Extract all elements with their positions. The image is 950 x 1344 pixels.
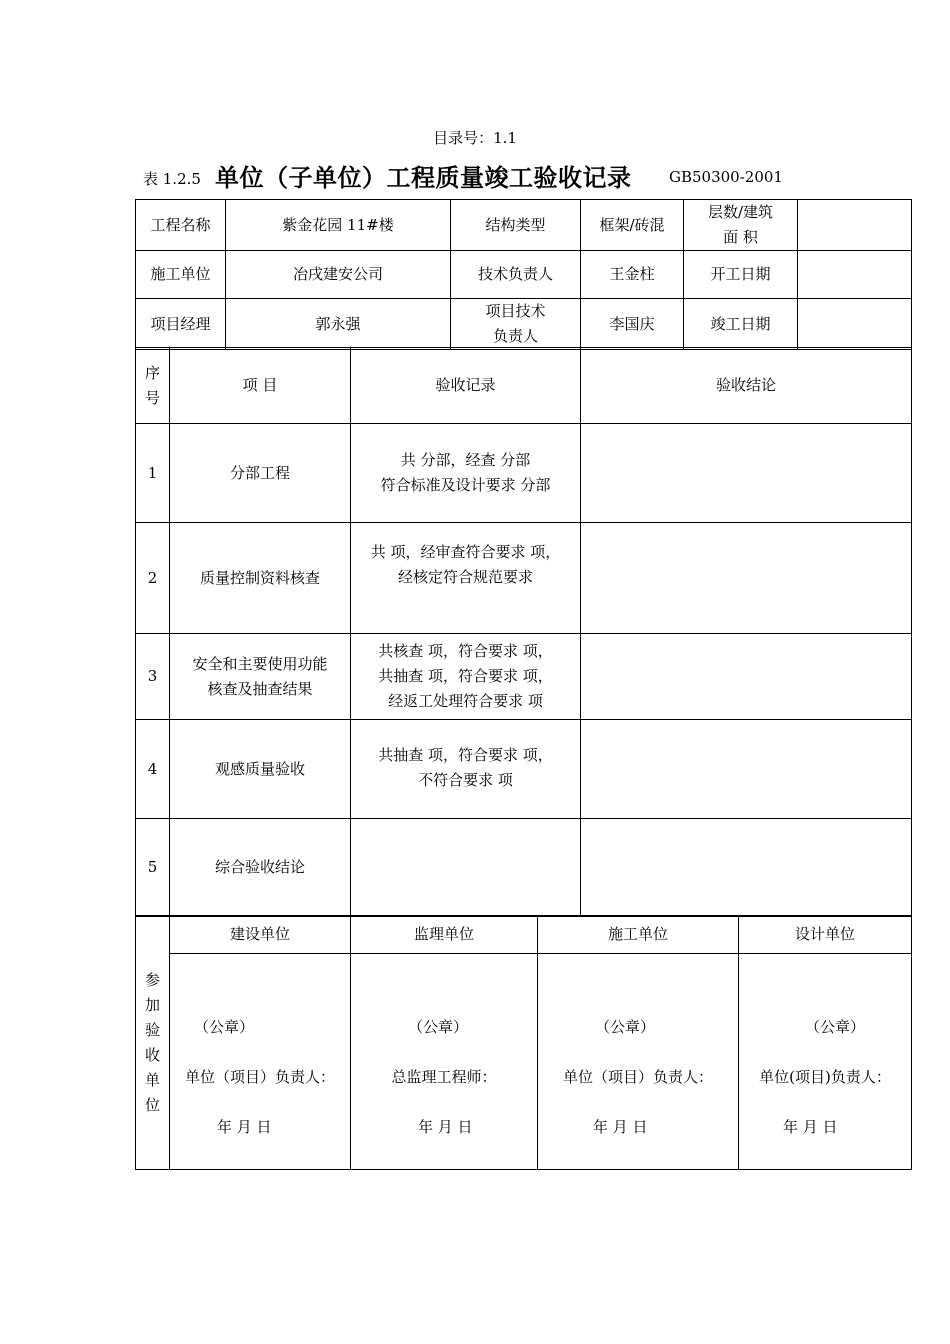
proj-tech-lead-value: 李国庆 — [581, 299, 684, 350]
floors-area-label: 层数/建筑 面 积 — [684, 200, 798, 251]
row-item: 分部工程 — [170, 424, 351, 523]
row-item: 观感质量验收 — [170, 720, 351, 819]
signer-label: 总监理工程师： — [391, 1067, 497, 1086]
seal-text: （公章） — [805, 1017, 866, 1036]
row-conclusion — [581, 523, 912, 634]
signer-label: 单位（项目）负责人： — [562, 1067, 713, 1086]
row-record: 共核查 项，符合要求 项， 共抽查 项，符合要求 项， 经返工处理符合要求 项 — [351, 634, 581, 720]
row-seq: 4 — [136, 720, 170, 819]
contractor-unit-header: 施工单位 — [538, 916, 739, 954]
end-date-label: 竣工日期 — [684, 299, 798, 350]
table-row — [136, 634, 912, 720]
page-title: 单位（子单位）工程质量竣工验收记录 — [215, 163, 632, 192]
row-seq: 3 — [136, 634, 170, 720]
pm-label: 项目经理 — [136, 299, 226, 350]
table-row — [136, 424, 912, 523]
row-conclusion — [581, 634, 912, 720]
date-label: 年 月 日 — [593, 1117, 648, 1136]
info-row-1 — [136, 200, 912, 251]
design-unit-header: 设计单位 — [739, 916, 912, 954]
acceptance-table — [135, 347, 912, 917]
participants-signatures — [136, 954, 912, 1170]
tech-lead-value: 王金柱 — [581, 251, 684, 299]
proj-tech-lead-label: 项目技术 负责人 — [451, 299, 581, 350]
start-date-label: 开工日期 — [684, 251, 798, 299]
pm-value: 郭永强 — [226, 299, 451, 350]
info-row-2 — [136, 251, 912, 299]
design-signature-block — [739, 954, 912, 1170]
row-conclusion — [581, 424, 912, 523]
item-header: 项 目 — [170, 348, 351, 424]
acceptance-header — [136, 348, 912, 424]
tech-lead-label: 技术负责人 — [451, 251, 581, 299]
record-header: 验收记录 — [351, 348, 581, 424]
structure-type-value: 框架/砖混 — [581, 200, 684, 251]
contractor-label: 施工单位 — [136, 251, 226, 299]
seal-text: （公章） — [595, 1017, 656, 1036]
table-row — [136, 523, 912, 634]
table-row — [136, 720, 912, 819]
row-record: 共抽查 项，符合要求 项， 不符合要求 项 — [351, 720, 581, 819]
row-conclusion — [581, 720, 912, 819]
floors-area-value — [798, 200, 912, 251]
participants-header — [136, 916, 912, 954]
date-label: 年 月 日 — [217, 1117, 272, 1136]
project-name-label: 工程名称 — [136, 200, 226, 251]
row-record: 共 项，经审查符合要求 项， 经核定符合规范要求 — [351, 523, 581, 634]
start-date-value — [798, 251, 912, 299]
row-item: 综合验收结论 — [170, 819, 351, 917]
date-label: 年 月 日 — [783, 1117, 838, 1136]
structure-type-label: 结构类型 — [451, 200, 581, 251]
conclusion-header: 验收结论 — [581, 348, 912, 424]
participants-table — [135, 915, 912, 1170]
participants-side-label: 参 加 验 收 单 位 — [136, 916, 170, 1170]
standard-code: GB50300-2001 — [669, 168, 783, 186]
seal-text: （公章） — [194, 1017, 255, 1036]
row-item: 质量控制资料核查 — [170, 523, 351, 634]
table-number: 表 1.2.5 — [143, 170, 201, 188]
signer-label: 单位（项目）负责人： — [184, 1067, 335, 1086]
project-name-value: 紫金花园 11#楼 — [226, 200, 451, 251]
seq-header: 序 号 — [136, 348, 170, 424]
supervisor-signature-block — [351, 954, 538, 1170]
table-row — [136, 819, 912, 917]
row-item: 安全和主要使用功能 核查及抽查结果 — [170, 634, 351, 720]
end-date-value — [798, 299, 912, 350]
row-seq: 5 — [136, 819, 170, 917]
owner-signature-block — [170, 954, 351, 1170]
title-bar — [143, 158, 803, 192]
catalog-number: 目录号：1.1 — [433, 129, 517, 147]
project-info-table — [135, 199, 912, 350]
seal-text: （公章） — [408, 1017, 469, 1036]
signer-label: 单位(项目)负责人： — [759, 1067, 891, 1086]
row-record: 共 分部，经查 分部 符合标准及设计要求 分部 — [351, 424, 581, 523]
contractor-value: 冶戌建安公司 — [226, 251, 451, 299]
contractor-signature-block — [538, 954, 739, 1170]
row-record — [351, 819, 581, 917]
row-seq: 1 — [136, 424, 170, 523]
row-seq: 2 — [136, 523, 170, 634]
date-label: 年 月 日 — [418, 1117, 473, 1136]
info-row-3 — [136, 299, 912, 350]
supervisor-unit-header: 监理单位 — [351, 916, 538, 954]
owner-unit-header: 建设单位 — [170, 916, 351, 954]
row-conclusion — [581, 819, 912, 917]
